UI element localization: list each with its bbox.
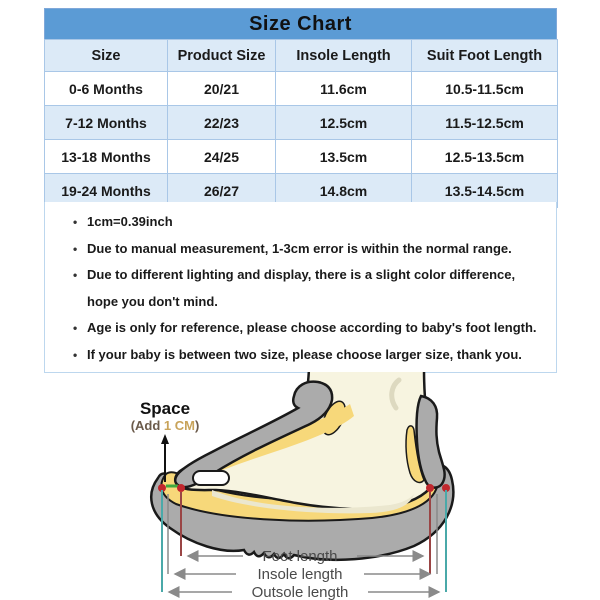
cell-size: 7-12 Months	[45, 106, 168, 140]
cell-insole-length: 13.5cm	[276, 140, 412, 174]
insole-length-label: Insole length	[257, 566, 343, 583]
foot-measurement-diagram	[0, 372, 600, 600]
cell-product-size: 24/25	[168, 140, 276, 174]
size-chart-table-block	[44, 8, 557, 208]
cell-product-size: 20/21	[168, 72, 276, 106]
page-title: Size Chart	[44, 8, 557, 39]
note-item: • Due to manual measurement, 1-3cm error is within the normal range.	[71, 236, 546, 263]
foot-length-label: Foot length	[262, 548, 338, 565]
note-item: • Age is only for reference, please choose according to baby's foot length.	[71, 315, 546, 342]
cell-product-size: 22/23	[168, 106, 276, 140]
toenail	[193, 471, 229, 485]
measure-point-dot	[426, 484, 434, 492]
space-note: (Add 1 CM)	[130, 418, 200, 433]
cell-size: 0-6 Months	[45, 72, 168, 106]
col-header-product-size: Product Size	[168, 40, 276, 72]
notes-list	[45, 209, 556, 368]
cell-suit-foot-length: 12.5-13.5cm	[412, 140, 558, 174]
table-row	[45, 140, 558, 174]
table-header-row	[45, 40, 558, 72]
size-table	[44, 39, 558, 208]
outsole-length-label: Outsole length	[251, 584, 349, 600]
cell-size: 19-24 Months	[45, 174, 168, 208]
cell-insole-length: 11.6cm	[276, 72, 412, 106]
col-header-suit-foot-length: Suit Foot Length	[412, 40, 558, 72]
cell-insole-length: 14.8cm	[276, 174, 412, 208]
col-header-size: Size	[45, 40, 168, 72]
cell-size: 13-18 Months	[45, 140, 168, 174]
cell-suit-foot-length: 13.5-14.5cm	[412, 174, 558, 208]
cell-product-size: 26/27	[168, 174, 276, 208]
cell-suit-foot-length: 11.5-12.5cm	[412, 106, 558, 140]
table-row	[45, 106, 558, 140]
note-item: • Due to different lighting and display, there is a slight color difference, hope you don't mind.	[71, 262, 546, 315]
space-label: Space	[139, 399, 191, 418]
cell-insole-length: 12.5cm	[276, 106, 412, 140]
col-header-insole-length: Insole Length	[276, 40, 412, 72]
notes-box	[44, 202, 557, 373]
table-row	[45, 72, 558, 106]
measure-point-dot	[177, 484, 185, 492]
note-item: • 1cm=0.39inch	[71, 209, 546, 236]
note-item: • If your baby is between two size, please choose larger size, thank you.	[71, 342, 546, 369]
cell-suit-foot-length: 10.5-11.5cm	[412, 72, 558, 106]
